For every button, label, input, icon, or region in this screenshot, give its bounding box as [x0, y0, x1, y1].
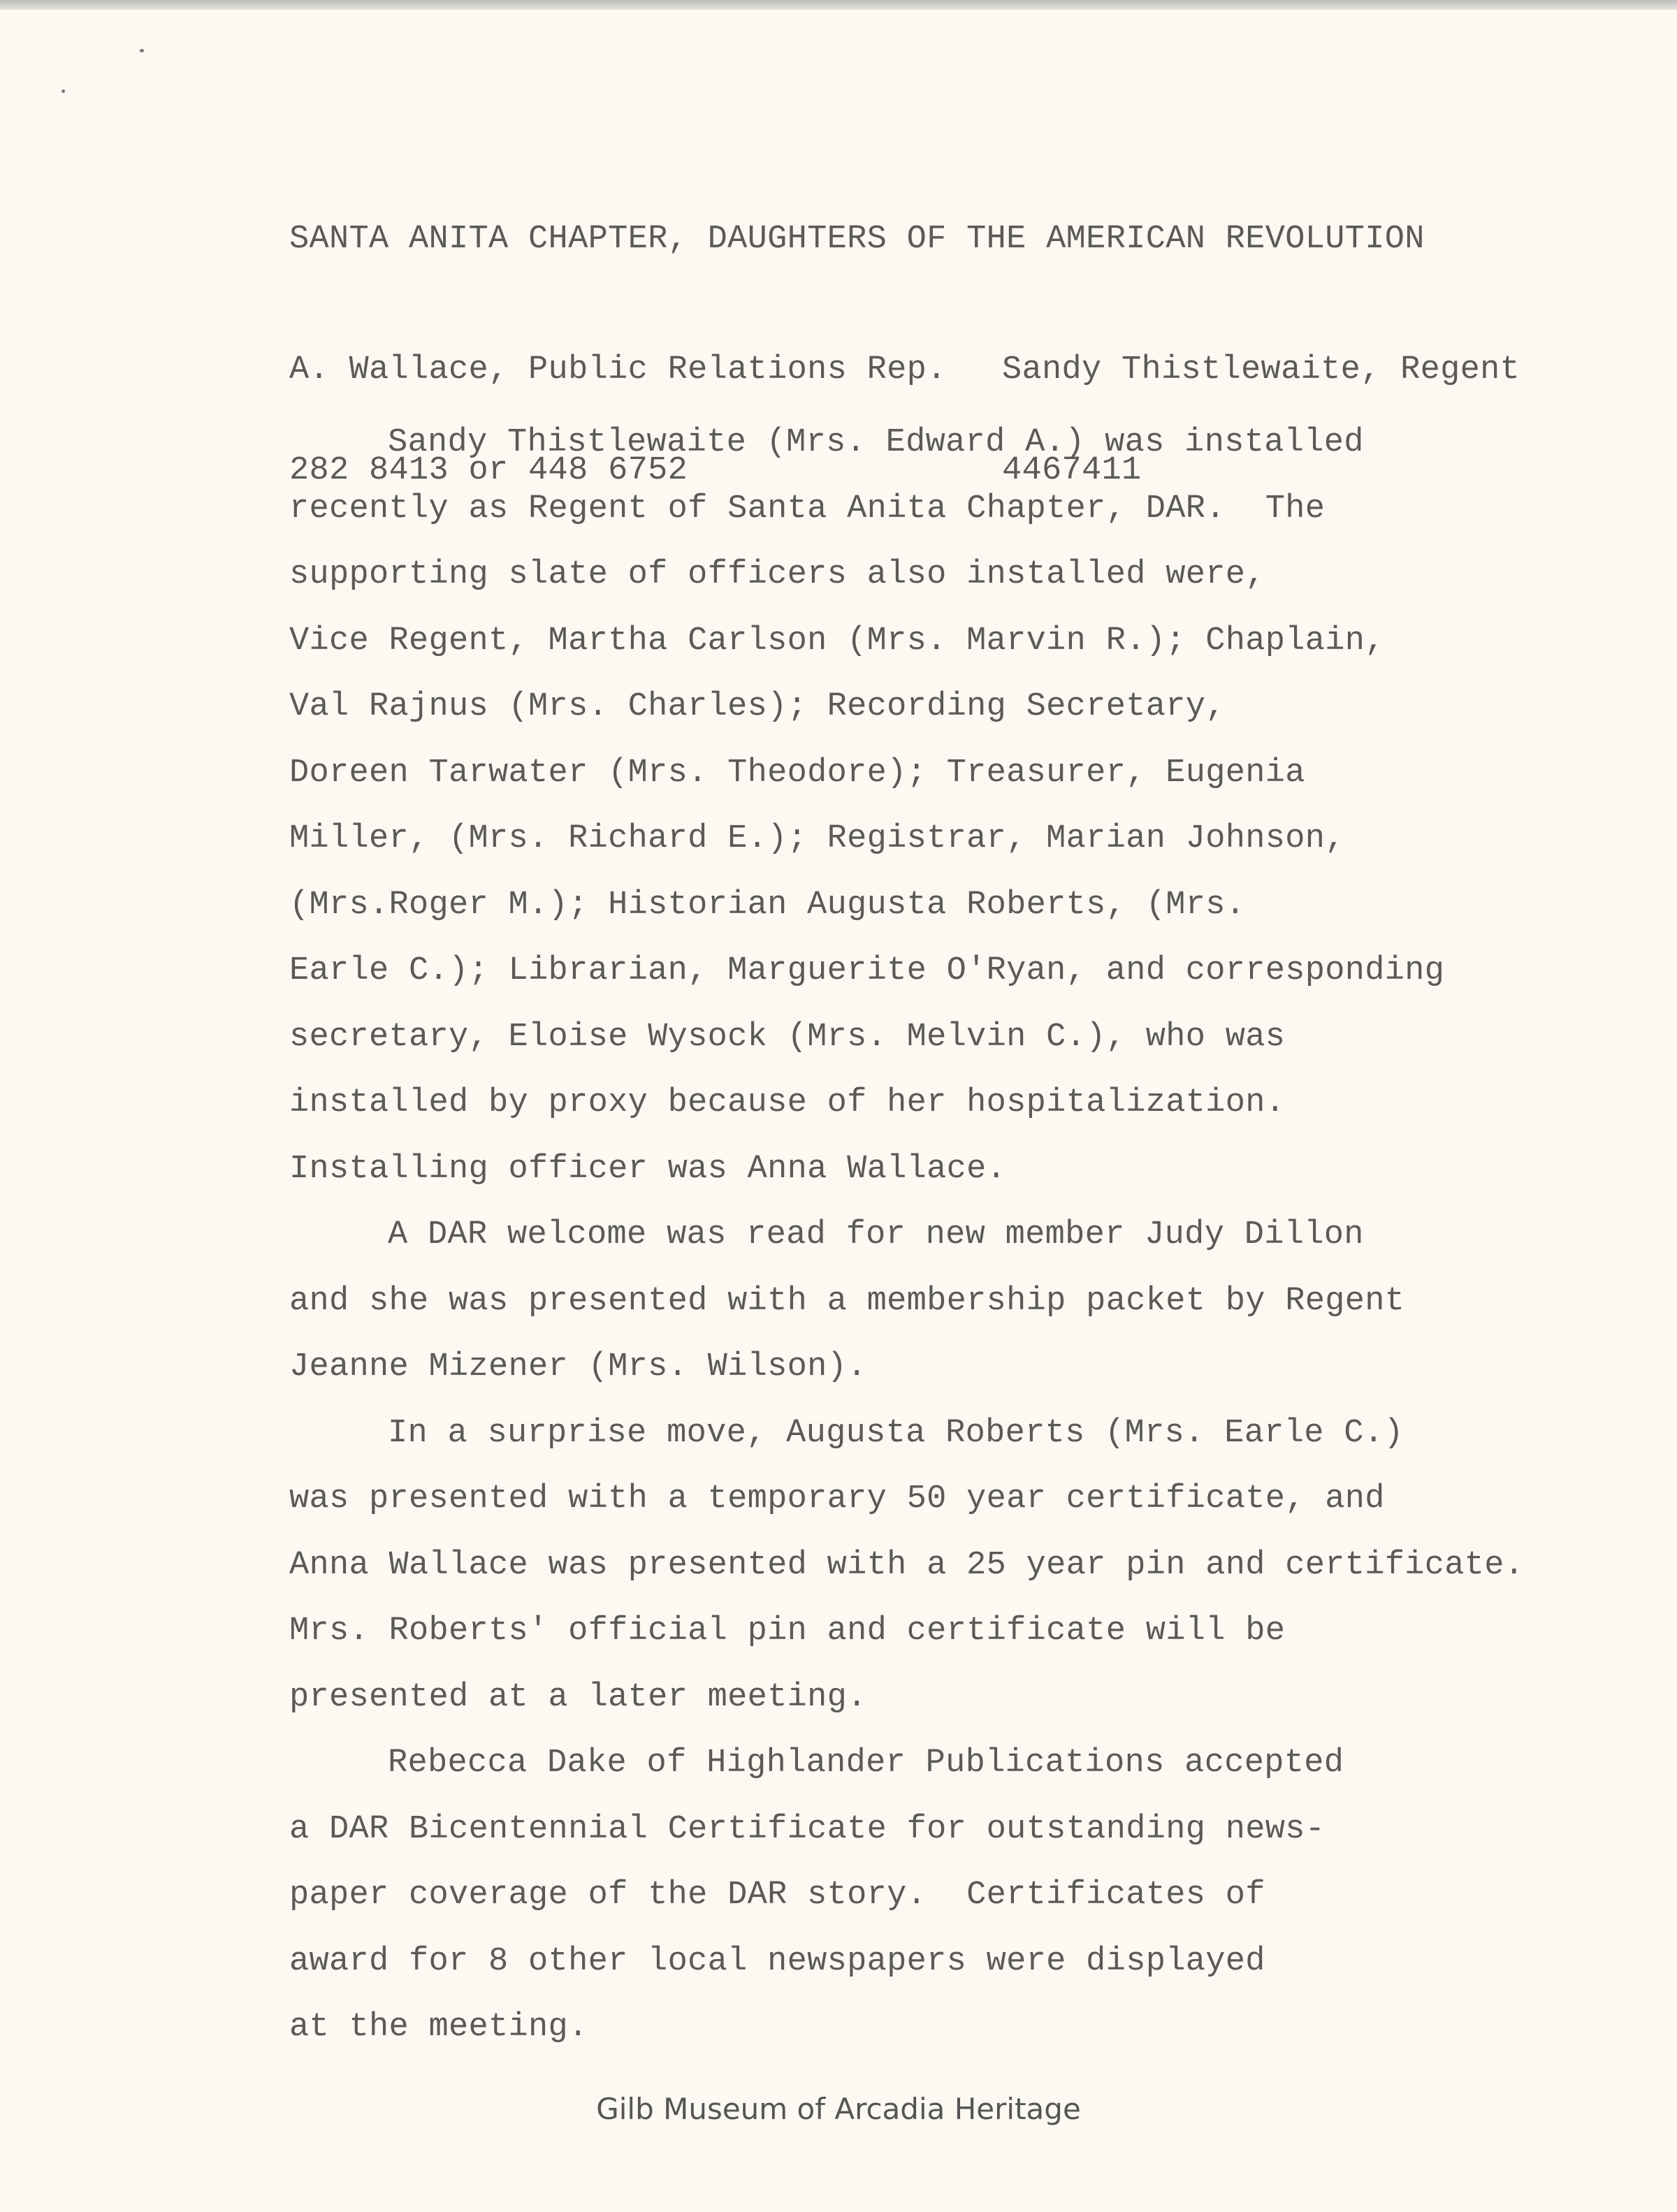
page-top-edge: [0, 0, 1677, 10]
paragraph: [289, 1202, 1524, 1401]
text-line: Installing officer was Anna Wallace.: [289, 1150, 1007, 1188]
contact-name: Sandy Thistlewaite, Regent: [1002, 351, 1520, 388]
text-line: A DAR welcome was read for new member Judy Dillon: [388, 1216, 1364, 1253]
text-line: was presented with a temporary 50 year certificate, and: [289, 1480, 1385, 1518]
paragraph: [289, 1401, 1524, 1731]
text-line: presented at a later meeting.: [289, 1678, 867, 1716]
text-line: Sandy Thistlewaite (Mrs. Edward A.) was installed: [388, 424, 1364, 461]
text-line: Earle C.); Librarian, Marguerite O'Ryan, and corresponding: [289, 952, 1445, 989]
text-line: secretary, Eloise Wysock (Mrs. Melvin C.), who was: [289, 1018, 1286, 1056]
paragraph: [289, 1731, 1524, 2061]
contact-phone: 282 8413 or 448 6752: [289, 452, 688, 489]
text-line: In a surprise move, Augusta Roberts (Mrs. Earle C.): [388, 1414, 1404, 1452]
text-line: Val Rajnus (Mrs. Charles); Recording Secretary,: [289, 688, 1226, 725]
text-line: Jeanne Mizener (Mrs. Wilson).: [289, 1348, 867, 1385]
text-line: Mrs. Roberts' official pin and certificate will be: [289, 1613, 1286, 1650]
text-line: (Mrs.Roger M.); Historian Augusta Roberts, (Mrs.: [289, 886, 1246, 924]
museum-watermark: Gilb Museum of Arcadia Heritage: [596, 2092, 1081, 2126]
text-line: Rebecca Dake of Highlander Publications accepted: [388, 1745, 1344, 1782]
article-body: [289, 410, 1524, 2061]
text-line: Doreen Tarwater (Mrs. Theodore); Treasurer, Eugenia: [289, 754, 1305, 792]
paper-speck: [61, 89, 65, 93]
text-line: recently as Regent of Santa Anita Chapter, DAR. The: [289, 490, 1326, 527]
text-line: installed by proxy because of her hospitalization.: [289, 1084, 1286, 1121]
text-line: paper coverage of the DAR story. Certificates of: [289, 1877, 1265, 1914]
text-line: and she was presented with a membership packet by Regent: [289, 1282, 1405, 1320]
text-line: Vice Regent, Martha Carlson (Mrs. Marvin R.); Chaplain,: [289, 622, 1385, 660]
text-line: award for 8 other local newspapers were displayed: [289, 1942, 1265, 1980]
text-line: Miller, (Mrs. Richard E.); Registrar, Marian Johnson,: [289, 820, 1345, 857]
text-line: Anna Wallace was presented with a 25 year pin and certificate.: [289, 1546, 1525, 1584]
paragraph: [289, 410, 1524, 1202]
text-line: supporting slate of officers also installed were,: [289, 556, 1265, 593]
text-line: a DAR Bicentennial Certificate for outstanding news-: [289, 1810, 1326, 1848]
paper-speck: [140, 49, 144, 52]
text-line: at the meeting.: [289, 2009, 588, 2046]
letterhead-title: SANTA ANITA CHAPTER, DAUGHTERS OF THE AMERICAN REVOLUTION: [289, 221, 1425, 258]
contact-name: A. Wallace, Public Relations Rep.: [289, 351, 947, 388]
contact-phone: 4467411: [1002, 452, 1142, 489]
